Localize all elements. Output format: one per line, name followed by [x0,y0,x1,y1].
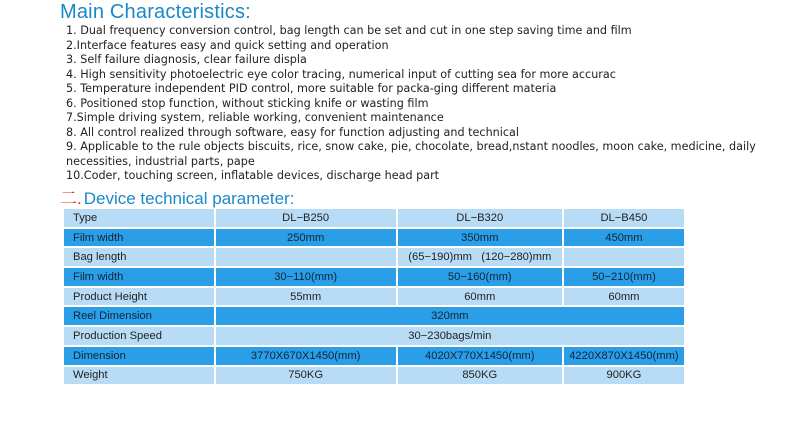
table-row [63,267,685,287]
table-row [63,287,685,307]
cell-shared-value: 320mm [215,306,685,326]
row-label: Reel Dimension [63,306,215,326]
device-parameters-heading [60,184,294,209]
cell-dl-b320: 50−160(mm) [397,267,563,287]
cell-dl-b320: (65−190)mm (120−280)mm [397,247,563,267]
cell-shared-value: 30−230bags/min [215,326,685,346]
row-label: Bag length [63,247,215,267]
cell-dl-b450: 450mm [563,228,685,248]
cell-dl-b320: 60mm [397,287,563,307]
cell-dl-b450 [563,247,685,267]
characteristic-item: 9. Applicable to the rule objects biscuits, rice, snow cake, pie, chocolate, bread,nstant noodles, moon cake, medicine, daily necessities, industrial parts, pape [66,140,756,168]
device-parameters-title: Device technical parameter: [83,189,295,208]
characteristic-item: 8. All control realized through software, easy for function adjusting and technical [66,125,519,139]
table-row [63,306,685,326]
characteristic-item: 10.Coder, touching screen, inflatable devices, discharge head part [66,169,440,182]
table-row [63,366,685,386]
cell-dl-b320: 850KG [397,366,563,386]
cell-dl-b250: 3770X670X1450(mm) [215,346,397,366]
table-row [63,208,685,228]
cell-dl-b250: DL−B250 [215,208,397,228]
row-label: Weight [63,366,215,386]
cell-dl-b450: 50−210(mm) [563,267,685,287]
table-row [63,247,685,267]
cell-dl-b250 [215,247,397,267]
table-row [63,228,685,248]
cell-dl-b450: DL−B450 [563,208,685,228]
parameters-table [63,208,685,385]
row-label: Film width [63,228,215,248]
row-label: Type [63,208,215,228]
cell-dl-b320: 350mm [397,228,563,248]
characteristic-item: 6. Positioned stop function, without sticking knife or wasting film [66,96,429,110]
characteristic-item: 3. Self failure diagnosis, clear failure displa [66,53,307,66]
cell-dl-b320: DL−B320 [397,208,563,228]
characteristic-item: 2.Interface features easy and quick setting and operation [66,38,389,52]
characteristics-list [66,24,766,184]
cell-dl-b250: 55mm [215,287,397,307]
characteristic-item: 4. High sensitivity photoelectric eye color tracing, numerical input of cutting sea for more accurac [66,67,616,81]
row-label: Dimension [63,346,215,366]
cell-dl-b250: 30−110(mm) [215,267,397,287]
cell-dl-b450: 900KG [563,366,685,386]
section-number: 二. [60,189,82,208]
characteristic-item: 1. Dual frequency conversion control, bag length can be set and cut in one step saving time and film [66,24,632,37]
table-row [63,326,685,346]
row-label: Film width [63,267,215,287]
main-characteristics-heading: Main Characteristics: [60,1,251,23]
table-row [63,346,685,366]
cell-dl-b450: 4220X870X1450(mm) [563,346,685,366]
cell-dl-b250: 250mm [215,228,397,248]
cell-dl-b250: 750KG [215,366,397,386]
characteristic-item: 5. Temperature independent PID control, more suitable for packa-ging different materia [66,82,557,95]
characteristic-item: 7.Simple driving system, reliable working, convenient maintenance [66,111,444,124]
row-label: Product Height [63,287,215,307]
cell-dl-b320: 4020X770X1450(mm) [397,346,563,366]
row-label: Production Speed [63,326,215,346]
cell-dl-b450: 60mm [563,287,685,307]
